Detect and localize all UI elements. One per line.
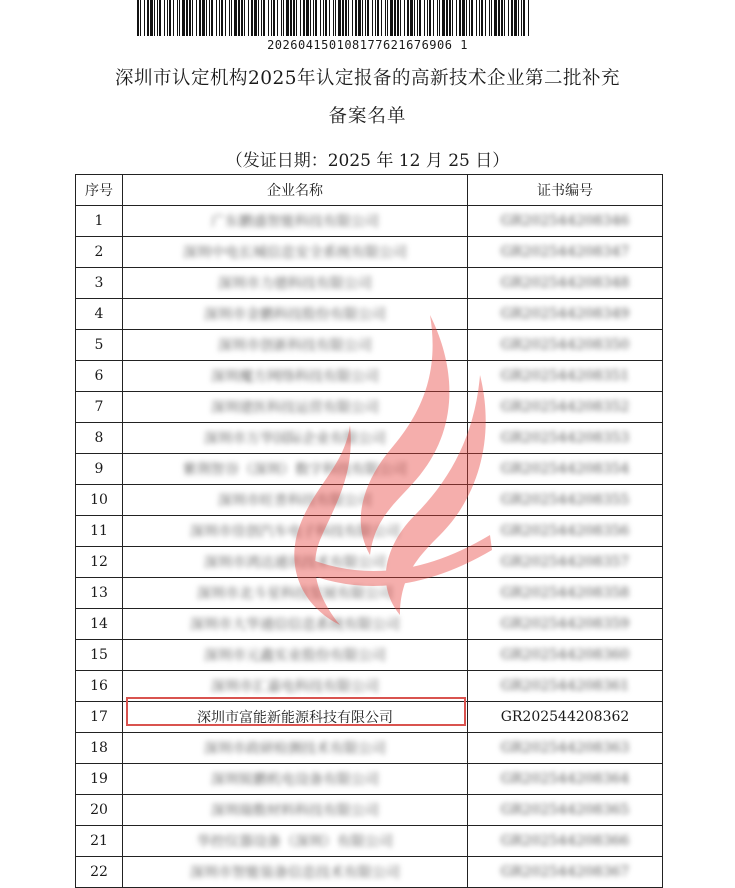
row-index: 16: [76, 671, 123, 702]
table-row: [76, 795, 663, 826]
row-cert-number: GR202544208347: [468, 237, 663, 268]
row-company-name: 深圳市大华通信信息系统有限公司: [123, 609, 468, 640]
table-row: [76, 268, 663, 299]
row-index: 11: [76, 516, 123, 547]
table-row: [76, 392, 663, 423]
row-cert-number: GR202544208352: [468, 392, 663, 423]
row-company-name: 深圳市政研检测技术有限公司: [123, 733, 468, 764]
table-row: [76, 733, 663, 764]
table-row: [76, 857, 663, 888]
row-cert-number: GR202544208349: [468, 299, 663, 330]
row-index: 19: [76, 764, 123, 795]
header-name: 企业名称: [123, 175, 468, 206]
row-cert-number: GR202544208356: [468, 516, 663, 547]
table-row: [76, 516, 663, 547]
table-row: [76, 330, 663, 361]
row-cert-number: GR202544208367: [468, 857, 663, 888]
row-company-name: 深圳中电长城信息安全系统有限公司: [123, 237, 468, 268]
table-row: [76, 237, 663, 268]
table-row: [76, 640, 663, 671]
row-index: 7: [76, 392, 123, 423]
row-index: 18: [76, 733, 123, 764]
row-company-name: 深圳建医科技运营有限公司: [123, 392, 468, 423]
row-index: 5: [76, 330, 123, 361]
row-company-name: 深圳市力德科技有限公司: [123, 268, 468, 299]
table-row: [76, 485, 663, 516]
header-cert: 证书编号: [468, 175, 663, 206]
table-row: [76, 578, 663, 609]
row-cert-number: GR202544208364: [468, 764, 663, 795]
row-company-name: 深圳市创新科技有限公司: [123, 330, 468, 361]
row-company-name: 深圳市万华国际企业有限公司: [123, 423, 468, 454]
row-index: 21: [76, 826, 123, 857]
table-row: [76, 454, 663, 485]
row-company-name: 深圳市鸿达通讯技术有限公司: [123, 547, 468, 578]
table-row: [76, 361, 663, 392]
document-title-line2: 备案名单: [328, 106, 407, 127]
table-row: [76, 547, 663, 578]
row-index: 13: [76, 578, 123, 609]
row-company-name: 深圳市汇嘉电科技有限公司: [123, 671, 468, 702]
row-index: 1: [76, 206, 123, 237]
row-cert-number: GR202544208361: [468, 671, 663, 702]
row-company-name: 广东鹏盛智能科技有限公司: [123, 206, 468, 237]
row-company-name: 深圳锐鹏机电设备有限公司: [123, 764, 468, 795]
row-index: 10: [76, 485, 123, 516]
row-company-name: 深圳魔方网络科技有限公司: [123, 361, 468, 392]
row-cert-number: GR202544208353: [468, 423, 663, 454]
issue-date: （发证日期：2025 年 12 月 25 日）: [225, 151, 510, 171]
row-company-name: 深圳市元鑫实业股份有限公司: [123, 640, 468, 671]
row-index: 6: [76, 361, 123, 392]
row-company-name: 深圳市富能新能源科技有限公司: [123, 702, 468, 733]
table-header-row: [76, 175, 663, 206]
row-company-name: 深圳市北斗星科技发展有限公司: [123, 578, 468, 609]
row-cert-number: GR202544208351: [468, 361, 663, 392]
row-company-name: 深圳市智能装备信息技术有限公司: [123, 857, 468, 888]
row-company-name: 深圳瑞数材料科技有限公司: [123, 795, 468, 826]
row-company-name: 深圳市佳创汽车电子科技有限公司: [123, 516, 468, 547]
table-row: [76, 826, 663, 857]
row-company-name: 深圳市旺普科技有限公司: [123, 485, 468, 516]
row-cert-number: GR202544208354: [468, 454, 663, 485]
table-row: [76, 423, 663, 454]
row-cert-number: GR202544208359: [468, 609, 663, 640]
table-row: [76, 764, 663, 795]
row-cert-number: GR202544208365: [468, 795, 663, 826]
row-index: 15: [76, 640, 123, 671]
enterprise-table: [75, 174, 663, 888]
row-index: 14: [76, 609, 123, 640]
row-cert-number: GR202544208366: [468, 826, 663, 857]
table-row: [76, 206, 663, 237]
row-cert-number: GR202544208362: [468, 702, 663, 733]
table-row-highlighted: [76, 702, 663, 733]
row-cert-number: GR202544208346: [468, 206, 663, 237]
header-index: 序号: [76, 175, 123, 206]
row-cert-number: GR202544208348: [468, 268, 663, 299]
table-row: [76, 299, 663, 330]
barcode-icon: [135, 0, 535, 36]
document-title-line1: 深圳市认定机构2025年认定报备的高新技术企业第二批补充: [114, 68, 621, 89]
row-cert-number: GR202544208357: [468, 547, 663, 578]
row-index: 22: [76, 857, 123, 888]
row-index: 17: [76, 702, 123, 733]
row-index: 8: [76, 423, 123, 454]
row-index: 4: [76, 299, 123, 330]
row-index: 20: [76, 795, 123, 826]
row-index: 2: [76, 237, 123, 268]
row-cert-number: GR202544208350: [468, 330, 663, 361]
row-company-name: 深圳市金鹏科技股份有限公司: [123, 299, 468, 330]
row-cert-number: GR202544208355: [468, 485, 663, 516]
row-cert-number: GR202544208360: [468, 640, 663, 671]
row-company-name: 华控仪器设备（深圳）有限公司: [123, 826, 468, 857]
row-index: 3: [76, 268, 123, 299]
row-cert-number: GR202544208363: [468, 733, 663, 764]
table-row: [76, 671, 663, 702]
row-index: 12: [76, 547, 123, 578]
serial-number: 202604150108177621676906 1: [267, 38, 468, 52]
row-company-name: 紫荆智谷（深圳）数字科技有限公司: [123, 454, 468, 485]
row-cert-number: GR202544208358: [468, 578, 663, 609]
table-row: [76, 609, 663, 640]
row-index: 9: [76, 454, 123, 485]
